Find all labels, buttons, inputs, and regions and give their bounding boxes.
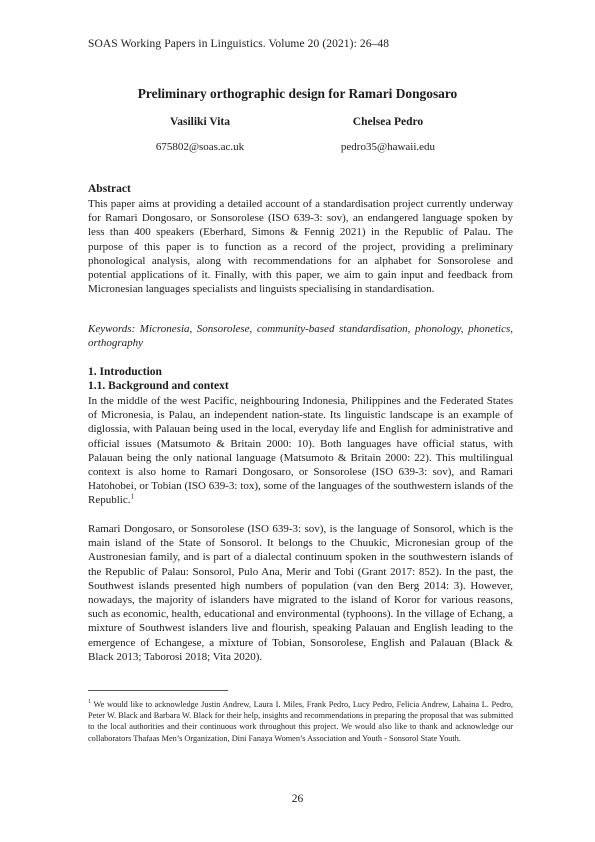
footnote-mark: 1: [88, 699, 91, 706]
author-email-2[interactable]: pedro35@hawaii.edu: [340, 141, 436, 153]
footnote-reference[interactable]: 1: [130, 492, 134, 501]
running-head: SOAS Working Papers in Linguistics. Volume 20 (2021): 26–48: [88, 38, 390, 50]
keywords: Keywords: Micronesia, Sonsorolese, community-based standardisation, phonology, phonetics, orthography: [88, 323, 513, 350]
author-name-1: Vasiliki Vita: [170, 116, 230, 128]
page-number: 26: [291, 793, 304, 805]
body-paragraph-1: [88, 394, 513, 508]
footnote: [88, 699, 513, 744]
author-email-1[interactable]: 675802@soas.ac.uk: [155, 141, 245, 153]
body-paragraph-2: Ramari Dongosaro, or Sonsorolese (ISO 639-3: sov), is the language of Sonsorol, which is the main island of the State of Sonsorol. It belongs to the Chuukic, Micronesian group of the Austronesian family, and is part of a dialectal continuum spoken in the southwestern islands of the Republic of Palau: Sonsorol, Pulo Ana, Merir and Tobi (Grant 2017: 852). In the past, the Southwest islands presented high numbers of population (van den Berg 2014: 3). However, nowadays, the majority of islanders have migrated to the island of Koror for various reasons, such as economic, health, educational and environmental (typhoons). In the village of Echang, a mixture of Southwest islanders live and flourish, speaking Palauan and English leading to the emergence of Echangese, a mixture of Tobian, Sonsorolese, English and Palauan (Black & Black 2013; Taborosi 2018; Vita 2020).: [88, 523, 513, 663]
author-name-2: Chelsea Pedro: [352, 116, 424, 128]
footnote-text: We would like to acknowledge Justin Andrew, Laura I. Miles, Frank Pedro, Lucy Pedro, Felicia Andrew, Lahaina L. Pedro, Peter W. Black and Barbara W. Black for their help, insights and recommendations in preparing the proposal that was submitted to the local authorities and their continuous work throughout this project. We would also like to thank and acknowledge our collaborators Thafaas Men’s Organization, Dini Fanaya Women’s Association and Youth - Sonsorol State Youth.: [88, 700, 513, 743]
section-heading: 1. Introduction: [88, 366, 162, 378]
abstract-heading: Abstract: [88, 183, 131, 195]
footnote-divider: [88, 690, 228, 691]
body-paragraph-1-text: In the middle of the west Pacific, neighbouring Indonesia, Philippines and the Federated States of Micronesia, is Palau, an independent nation-state. Its linguistic landscape is an example of diglossia, with Palauan being used in the local, everyday life and English for administrative and official issues (Matsumoto & Britain 2000: 10). Both languages have official status, with Palauan being the only national language (Matsumoto & Britain 2000: 22). This multilingual context is also home to Ramari Dongosaro, or Sonsorolese (ISO 639-3: sov), and Ramari Hatohobei, or Tobian (ISO 639-3: tox), some of the languages of the southwestern islands of the Republic.: [88, 395, 513, 507]
abstract-text: This paper aims at providing a detailed account of a standardisation project currently underway for Ramari Dongosaro, or Sonsorolese (ISO 639-3: sov), an endangered language spoken by less than 400 speakers (Eberhard, Simons & Fennig 2021) in the Republic of Palau. The purpose of this paper is to function as a record of the project, providing a preliminary phonological analysis, along with recommendations for an alphabet for Sonsorolese and potential applications of it. Finally, with this paper, we aim to gain input and feedback from Micronesian languages specialists and linguists specialising in standardisation.: [88, 198, 513, 296]
subsection-heading: 1.1. Background and context: [88, 380, 229, 392]
paper-title: Preliminary orthographic design for Ramari Dongosaro: [137, 86, 458, 101]
